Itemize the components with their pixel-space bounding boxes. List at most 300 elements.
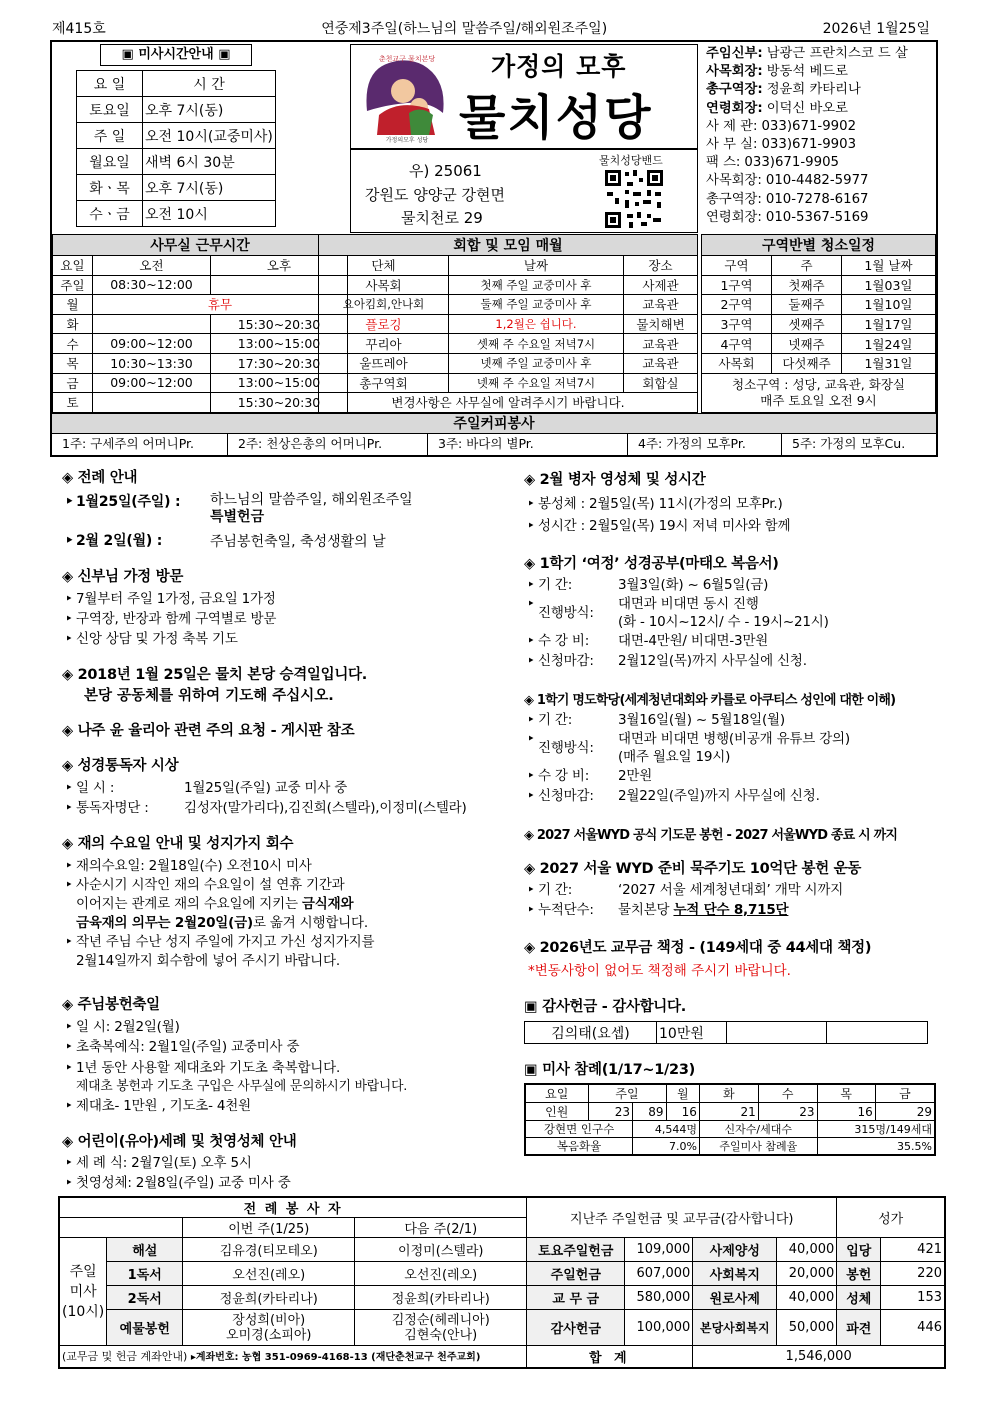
server-next-week — [355, 1310, 527, 1346]
attend-count: 29 — [875, 1103, 935, 1121]
myeongdo-item-4 — [524, 786, 944, 806]
contact-row — [706, 172, 936, 190]
hymn-label: 파견 — [837, 1310, 881, 1346]
attend-label: 복음화율 — [525, 1138, 633, 1156]
cleaning-title: 구역반별 청소일정 — [702, 235, 936, 256]
contact-row — [706, 100, 936, 118]
meeting-cell: 회합실 — [624, 373, 698, 393]
attend-count: 인원 — [525, 1103, 588, 1121]
wyd-value-2b: 누적 단수 8,715단 — [673, 902, 789, 918]
office-cell: 09:00~12:00 — [93, 373, 211, 393]
mass-day: 월요일 — [77, 149, 143, 175]
ash-line-b: 이어지는 관계로 재의 수요일에 지키는 — [76, 896, 302, 912]
wyd-value-2a: 물치본당 — [618, 902, 674, 918]
server-next-week: 이정미(스텔라) — [355, 1238, 527, 1262]
mass-time: 오후 7시(동) — [143, 97, 276, 123]
hymn-number: 446 — [881, 1310, 945, 1346]
reader-label-1: 일 시 : — [76, 780, 115, 796]
office-cell: 토 — [53, 393, 93, 413]
attendance-table — [524, 1083, 936, 1156]
offering-label: 본당사회복지 — [693, 1310, 777, 1346]
office-cell: 수 — [53, 334, 93, 354]
attend-count: 23 — [758, 1103, 817, 1121]
cleaning-cell: 1월10일 — [842, 295, 936, 315]
office-cell — [93, 314, 211, 334]
ash-line-f: 작년 주님 수난 성지 주일에 가지고 가신 성지가지를 — [76, 934, 375, 950]
meetings-title: 회합 및 모임 매월 — [319, 235, 698, 256]
office-cell: 주일 — [53, 275, 93, 295]
bible-label-3: 수 강 비: — [538, 633, 590, 649]
office-closed: 휴무 — [93, 295, 348, 315]
mass-day: 주 일 — [77, 123, 143, 149]
wyd-prayer-heading: ◈ 2027 서울WYD 공식 기도문 봉헌 - 2027 서울WYD 종료 시 까지 — [524, 828, 898, 843]
presentation-item-1: ‣ 일 시: 2월2일(월) — [62, 1017, 502, 1037]
cleaning-cell: 1월24일 — [842, 334, 936, 354]
server-this-week: 김유경(티모테오) — [183, 1238, 355, 1262]
band-label: 물치성당밴드 — [599, 154, 663, 167]
office-cell — [93, 393, 211, 413]
attend-col: 금 — [875, 1084, 935, 1103]
contact-value: 남광근 프란치스코 드 살 — [766, 46, 908, 61]
server-name: 김현숙(안나) — [404, 1327, 478, 1343]
office-row — [53, 314, 348, 334]
myeongdo-value-4: 2월22일(주일)까지 사무실에 신청. — [618, 788, 820, 804]
server-row — [59, 1286, 945, 1310]
mass-time: 새벽 6시 30분 — [143, 149, 276, 175]
reader-heading: ◈ 성경통독자 시상 — [62, 758, 179, 774]
bible-item-4 — [524, 651, 944, 671]
myeongdo-value-3: 2만원 — [618, 768, 653, 784]
caution-heading: ◈ 나주 윤 율리아 관련 주의 요청 - 게시판 참조 — [62, 723, 355, 739]
cleaning-note — [702, 373, 936, 412]
contact-row — [706, 209, 936, 227]
office-cell: 13:00~15:00 — [211, 373, 348, 393]
office-row — [53, 353, 348, 373]
left-column — [62, 452, 502, 1193]
meeting-note-row — [319, 393, 698, 413]
server-name: 오미경(소피아) — [226, 1327, 312, 1343]
bible-value-3: 대면-4만원/ 비대면-3만원 — [618, 633, 769, 649]
mass-times-table — [76, 70, 276, 227]
cleaning-cell: 1월17일 — [842, 314, 936, 334]
server-row — [59, 1310, 945, 1346]
meet-col-group: 단체 — [319, 256, 449, 276]
contact-row — [706, 154, 936, 172]
dues-heading: ◈ 2026년도 교무금 책정 - (149세대 중 44세대 책정) — [524, 940, 872, 956]
mass-row — [77, 201, 276, 227]
meeting-cell: 플로깅 — [319, 314, 449, 334]
coffee-item: 3주: 바다의 별Pr. — [428, 434, 628, 455]
office-cell: 17:30~20:30 — [211, 353, 348, 373]
mass-day: 수ㆍ금 — [77, 201, 143, 227]
presentation-item-3 — [62, 1059, 502, 1096]
bible-label-2: ‣ 진행방식: — [538, 605, 594, 621]
ash-item-3 — [62, 933, 502, 971]
meeting-cell: 사제관 — [624, 275, 698, 295]
myeongdo-value-2a: 대면과 비대면 병행(비공개 유튜브 강의) — [618, 731, 850, 747]
meeting-cell: 교육관 — [624, 353, 698, 373]
server-this-week: 정윤희(카타리나) — [183, 1286, 355, 1310]
meeting-cell: 교육관 — [624, 334, 698, 354]
coffee-section — [52, 413, 936, 455]
liturgy-item-1 — [62, 492, 502, 526]
parish-name: 물치성당 — [459, 90, 653, 146]
attend-col: 월 — [666, 1084, 699, 1103]
bible-heading: ◈ 1학기 ‘여정’ 성경공부(마태오 복음서) — [524, 556, 779, 572]
attend-col: 목 — [817, 1084, 875, 1103]
logo-ring-text: 춘천교구 물치본당 — [378, 55, 436, 63]
cleaning-cell: 1구역 — [702, 275, 772, 295]
meeting-cell: 물치해변 — [624, 314, 698, 334]
office-cell: 화 — [53, 314, 93, 334]
baptism-heading: ◈ 어린이(유아)세례 및 첫영성체 안내 — [62, 1134, 297, 1150]
attend-count: 16 — [666, 1103, 699, 1121]
server-row — [59, 1238, 945, 1262]
hymn-label: 봉헌 — [837, 1262, 881, 1286]
address-line1: 강원도 양양군 강현면 — [365, 186, 505, 204]
cleaning-cell: 첫째주 — [772, 275, 842, 295]
contact-row — [706, 81, 936, 99]
attend-rate-row — [525, 1138, 935, 1156]
myeongdo-label-2: ‣ 진행방식: — [538, 740, 594, 756]
contact-value: 정윤희 카타리나 — [766, 82, 861, 98]
issue-date: 2026년 1월25일 — [822, 21, 930, 37]
wyd-label-2: 누적단수: — [538, 902, 594, 918]
office-row — [53, 275, 348, 295]
office-row — [53, 393, 348, 413]
offering-amount: 109,000 — [625, 1238, 693, 1262]
offering-amount: 100,000 — [625, 1310, 693, 1346]
liturgy-item-2 — [62, 531, 502, 551]
server-role: 1독서 — [107, 1262, 183, 1286]
cleaning-cell: 둘째주 — [772, 295, 842, 315]
cleaning-cell: 3구역 — [702, 314, 772, 334]
hymn-number: 220 — [881, 1262, 945, 1286]
contact-value: 010-5367-5169 — [765, 209, 869, 225]
meeting-cell: 울뜨레아 — [319, 353, 449, 373]
meeting-row — [319, 275, 698, 295]
meetings-table — [318, 234, 698, 413]
cleaning-row — [702, 334, 936, 354]
col-time: 시 간 — [143, 71, 276, 97]
col-day: 요 일 — [77, 71, 143, 97]
mass-label-line: 주일 — [69, 1263, 97, 1280]
mass-times-title: ▣ 미사시간안내 ▣ — [100, 44, 252, 66]
contact-row — [706, 45, 936, 63]
server-row — [59, 1262, 945, 1286]
hymn-label: 입당 — [837, 1238, 881, 1262]
right-column — [524, 454, 944, 1156]
offering-label: 사회복지 — [693, 1262, 777, 1286]
liturgy-text-2: 주님봉헌축일, 축성생활의 날 — [210, 534, 386, 550]
next-week-label: 다음 주(2/1) — [355, 1218, 527, 1238]
baptism-item-1: ‣ 세 례 식: 2월7일(토) 오후 5시 — [62, 1153, 502, 1173]
logo-subtitle: 가정의 모후 — [491, 52, 627, 81]
contact-label: 사목회장: — [706, 173, 762, 189]
attend-label: 강현면 인구수 — [525, 1121, 633, 1138]
thanks-name: 김의태(요셉) — [525, 1022, 657, 1044]
thanks-amount: 10만원 — [657, 1022, 727, 1044]
attend-col: 주일 — [588, 1084, 666, 1103]
zip-code: 우) 25061 — [409, 162, 482, 180]
mass-time: 오후 7시(동) — [143, 175, 276, 201]
wyd-label-1: 기 간: — [538, 882, 573, 898]
servers-title: 전 례 봉 사 자 — [59, 1197, 527, 1218]
cleaning-row — [702, 353, 936, 373]
offering-label: 원로사제 — [693, 1286, 777, 1310]
bottom-footer-row — [59, 1346, 945, 1368]
anniv-heading-1: ◈ 2018년 1월 25일은 물치 본당 승격일입니다. — [62, 667, 367, 683]
bible-value-2b: (화 - 10시~12시/ 수 - 19시~21시) — [618, 614, 829, 630]
office-title: 사무실 근무시간 — [53, 235, 348, 256]
bottom-table — [58, 1196, 946, 1369]
mass-label-line: (10시) — [62, 1303, 105, 1320]
cleaning-row — [702, 295, 936, 315]
contact-value: 033)671-9905 — [744, 155, 839, 171]
cleaning-cell: 4구역 — [702, 334, 772, 354]
presentation-heading: ◈ 주님봉헌축일 — [62, 997, 160, 1013]
this-week-label: 이번 주(1/25) — [183, 1218, 355, 1238]
contact-label: 사목회장: — [706, 64, 763, 80]
attend-value: 35.5% — [817, 1138, 935, 1156]
meeting-cell: 교육관 — [624, 295, 698, 315]
hymn-number: 421 — [881, 1238, 945, 1262]
visit-item: ‣ 구역장, 반장과 함께 구역별로 방문 — [62, 609, 502, 629]
server-this-week — [183, 1310, 355, 1346]
issue-number: 제415호 — [52, 21, 106, 37]
meeting-row — [319, 334, 698, 354]
cleaning-cell: 사목회 — [702, 353, 772, 373]
total-label: 합 계 — [527, 1346, 693, 1368]
ash-line-e: 로 옮겨 시행합니다. — [252, 915, 368, 931]
clean-col-zone: 구역 — [702, 256, 772, 276]
coffee-title: 주일커피봉사 — [52, 414, 936, 434]
offering-amount: 50,000 — [777, 1310, 837, 1346]
office-row — [53, 295, 348, 315]
mass-time: 오전 10시 — [143, 201, 276, 227]
office-cell: 15:30~20:30 — [211, 393, 348, 413]
meeting-cell: 넷째 주일 교중미사 후 — [449, 353, 624, 373]
attend-label: 주일미사 참례율 — [699, 1138, 817, 1156]
office-col-pm: 오후 — [211, 256, 348, 276]
meeting-row — [319, 314, 698, 334]
wyd-rosary-heading: ◈ 2027 서울 WYD 준비 묵주기도 10억단 봉헌 운동 — [524, 861, 862, 877]
meeting-note: 변경사항은 사무실에 알려주시기 바랍니다. — [319, 393, 698, 413]
myeongdo-value-1: 3월16일(월) ~ 5월18일(월) — [618, 712, 785, 728]
server-this-week: 오선진(레오) — [183, 1262, 355, 1286]
wyd-value-1: ‘2027 서울 세계청년대회’ 개막 시까지 — [618, 882, 844, 898]
server-role: 2독서 — [107, 1286, 183, 1310]
server-name: 장성희(비아) — [232, 1312, 306, 1328]
mass-times — [56, 44, 276, 227]
contact-value: 010-7278-6167 — [765, 191, 869, 207]
attend-label: 신자수/세대수 — [699, 1121, 817, 1138]
contact-value: 방동석 베드로 — [766, 64, 848, 80]
server-next-week: 오선진(레오) — [355, 1262, 527, 1286]
myeongdo-item-1 — [524, 710, 944, 730]
myeongdo-label-1: 기 간: — [538, 712, 573, 728]
contact-label: 연령회장: — [706, 209, 762, 225]
reader-value-1: 1월25일(주일) 교중 미사 중 — [184, 780, 348, 796]
offering-label: 주일헌금 — [527, 1262, 625, 1286]
sick-item-1: ‣ 봉성체 : 2월5일(목) 11시(가정의 모후Pr.) — [524, 494, 944, 514]
server-next-week: 정윤희(카타리나) — [355, 1286, 527, 1310]
bible-item-3 — [524, 631, 944, 651]
attend-count-row — [525, 1103, 935, 1121]
contact-value: 010-4482-5977 — [765, 173, 869, 189]
meeting-cell: 넷째 주 수요일 저녁7시 — [449, 373, 624, 393]
attend-header-row — [525, 1084, 935, 1103]
office-cell: 금 — [53, 373, 93, 393]
coffee-item: 4주: 가정의 모후Pr. — [628, 434, 782, 455]
anniv-heading-2: 본당 공동체를 위하여 기도해 주십시오. — [84, 688, 334, 704]
office-col-am: 오전 — [93, 256, 211, 276]
meeting-cell: 꾸리아 — [319, 334, 449, 354]
office-cell: 09:00~12:00 — [93, 334, 211, 354]
logo-box — [350, 44, 698, 149]
meeting-cell: 사목회 — [319, 275, 449, 295]
office-day: 월 — [53, 295, 93, 315]
meet-col-place: 장소 — [624, 256, 698, 276]
bible-value-2a: 대면과 비대면 동시 진행 — [618, 596, 759, 612]
server-role: 해설 — [107, 1238, 183, 1262]
liturgy-date-1: ‣ 1월25일(주일) : — [62, 492, 210, 526]
account-number: ▸계좌번호: 농협 351-0969-4168-13 (재단춘천교구 천주교회) — [190, 1352, 481, 1364]
meeting-cell: 총구역회 — [319, 373, 449, 393]
cleaning-note-2: 매주 토요일 오전 9시 — [760, 392, 877, 408]
offering-amount: 20,000 — [777, 1262, 837, 1286]
liturgy-date-2: ‣ 2월 2일(월) : — [62, 531, 210, 551]
visit-item: ‣ 7월부터 주일 1가정, 금요일 1가정 — [62, 589, 502, 609]
mass-time: 오전 10시(교중미사) — [143, 123, 276, 149]
dues-note: *변동사항이 없어도 책정해 주시기 바랍니다. — [528, 963, 791, 979]
attend-col: 요일 — [525, 1084, 588, 1103]
offering-title: 지난주 주일헌금 및 교무금(감사합니다) — [527, 1197, 837, 1238]
presentation-line-a: 1년 동안 사용할 제대초와 기도초 축복합니다. — [76, 1060, 341, 1076]
blank-cell — [59, 1218, 183, 1238]
mass-row — [77, 175, 276, 201]
mass-row — [77, 123, 276, 149]
coffee-item: 1주: 구세주의 어머니Pr. — [52, 434, 228, 455]
bible-item-2 — [524, 595, 944, 631]
cleaning-cell: 1월03일 — [842, 275, 936, 295]
attend-col: 화 — [699, 1084, 758, 1103]
mass-day: 토요일 — [77, 97, 143, 123]
office-cell: 10:30~13:30 — [93, 353, 211, 373]
contact-row — [706, 191, 936, 209]
liturgy-heading: ◈ 전례 안내 — [62, 470, 138, 486]
wyd-item-2 — [524, 900, 944, 920]
cleaning-table — [701, 234, 936, 413]
office-cell: 15:30~20:30 — [211, 314, 348, 334]
attend-population-row — [525, 1121, 935, 1138]
cleaning-note-row — [702, 373, 936, 412]
server-role: 예물봉헌 — [107, 1310, 183, 1346]
reader-item-1 — [62, 778, 502, 798]
meeting-row — [319, 295, 698, 315]
thanks-heading: ▣ 감사헌금 - 감사합니다. — [524, 999, 686, 1015]
contact-row — [706, 63, 936, 81]
reader-value-2: 김성자(말가리다),김진희(스텔라),이정미(스텔라) — [184, 800, 467, 816]
contact-label: 총구역장: — [706, 191, 762, 207]
offering-amount: 40,000 — [777, 1238, 837, 1262]
hymn-title: 성가 — [837, 1197, 945, 1238]
office-hours-table — [52, 234, 348, 413]
coffee-item: 5주: 가정의 모후Cu. — [792, 436, 906, 451]
mass-day: 화ㆍ목 — [77, 175, 143, 201]
thanks-table — [524, 1021, 928, 1044]
myeongdo-heading: ◈ 1학기 명도학당(세계청년대회와 카를로 아쿠티스 성인에 대한 이해) — [524, 693, 896, 708]
bottom-header-row — [59, 1197, 945, 1218]
qr-code-icon[interactable] — [603, 168, 665, 230]
visit-heading: ◈ 신부님 가정 방문 — [62, 569, 184, 585]
contact-label: 연령회장: — [706, 100, 763, 116]
myeongdo-value-2b: (매주 월요일 19시) — [618, 749, 731, 765]
office-row — [53, 334, 348, 354]
meeting-cell: 요아킴회,안나회 — [319, 295, 449, 315]
clean-col-date: 1월 날짜 — [842, 256, 936, 276]
cleaning-note-1: 청소구역 : 성당, 교육관, 화장실 — [732, 376, 905, 392]
ash-line-g: 2월14일까지 회수함에 넣어 주시기 바랍니다. — [76, 953, 340, 969]
offering-amount: 40,000 — [777, 1286, 837, 1310]
contact-value: 033)671-9902 — [761, 118, 857, 134]
attend-count: 23 — [588, 1103, 633, 1121]
contact-label: 사 제 관: — [706, 118, 758, 134]
ash-line-c: 금식재와 — [301, 896, 354, 912]
attend-count: 21 — [699, 1103, 758, 1121]
visit-item: ‣ 신앙 상담 및 가정 축복 기도 — [62, 629, 502, 649]
attend-col: 수 — [758, 1084, 817, 1103]
mass-label — [59, 1238, 107, 1346]
office-cell: 08:30~12:00 — [93, 275, 211, 295]
sick-item-2: ‣ 성시간 : 2월5일(목) 19시 저녁 미사와 함께 — [524, 516, 944, 536]
cleaning-row — [702, 314, 936, 334]
presentation-item-2: ‣ 초축복예식: 2월1일(주일) 교중미사 중 — [62, 1037, 502, 1057]
offering-label: 토요주일헌금 — [527, 1238, 625, 1262]
address-line2: 물치천로 29 — [401, 209, 483, 227]
contacts-list — [706, 45, 936, 227]
contact-label: 총구역장: — [706, 82, 763, 98]
bible-label-4: 신청마감: — [538, 653, 594, 669]
myeongdo-label-3: 수 강 비: — [538, 768, 590, 784]
account-info — [59, 1346, 527, 1368]
attend-value: 7.0% — [633, 1138, 700, 1156]
reader-item-2 — [62, 798, 502, 818]
meeting-cell: 첫째 주일 교중미사 후 — [449, 275, 624, 295]
cleaning-cell: 다섯째주 — [772, 353, 842, 373]
presentation-item-4: ‣ 제대초- 1만원 , 기도초- 4천원 — [62, 1096, 502, 1116]
contact-row — [706, 118, 936, 136]
ash-item-2 — [62, 876, 502, 933]
offering-amount: 580,000 — [625, 1286, 693, 1310]
attend-count: 16 — [817, 1103, 875, 1121]
meeting-cell: 셋째 주 수요일 저녁7시 — [449, 334, 624, 354]
coffee-item: 2주: 천상은총의 어머니Pr. — [228, 434, 428, 455]
sick-heading: ◈ 2월 병자 영성체 및 성시간 — [524, 472, 706, 488]
liturgy-text-1a: 하느님의 말씀주일, 해외원조주일 — [210, 492, 413, 508]
contact-label: 주임신부: — [706, 46, 763, 61]
cleaning-cell: 셋째주 — [772, 314, 842, 334]
contact-value: 033)671-9903 — [761, 137, 857, 153]
attend-value: 4,544명 — [633, 1121, 700, 1138]
bible-value-1: 3월3일(화) ~ 6월5일(금) — [618, 577, 769, 593]
ash-heading: ◈ 재의 수요일 안내 및 성지가지 회수 — [62, 836, 294, 852]
madonna-logo-icon — [359, 51, 455, 143]
meet-col-date: 날짜 — [449, 256, 624, 276]
hymn-number: 153 — [881, 1286, 945, 1310]
meeting-cell: 둘째 주일 교중미사 후 — [449, 295, 624, 315]
office-cell: 13:00~15:00 — [211, 334, 348, 354]
